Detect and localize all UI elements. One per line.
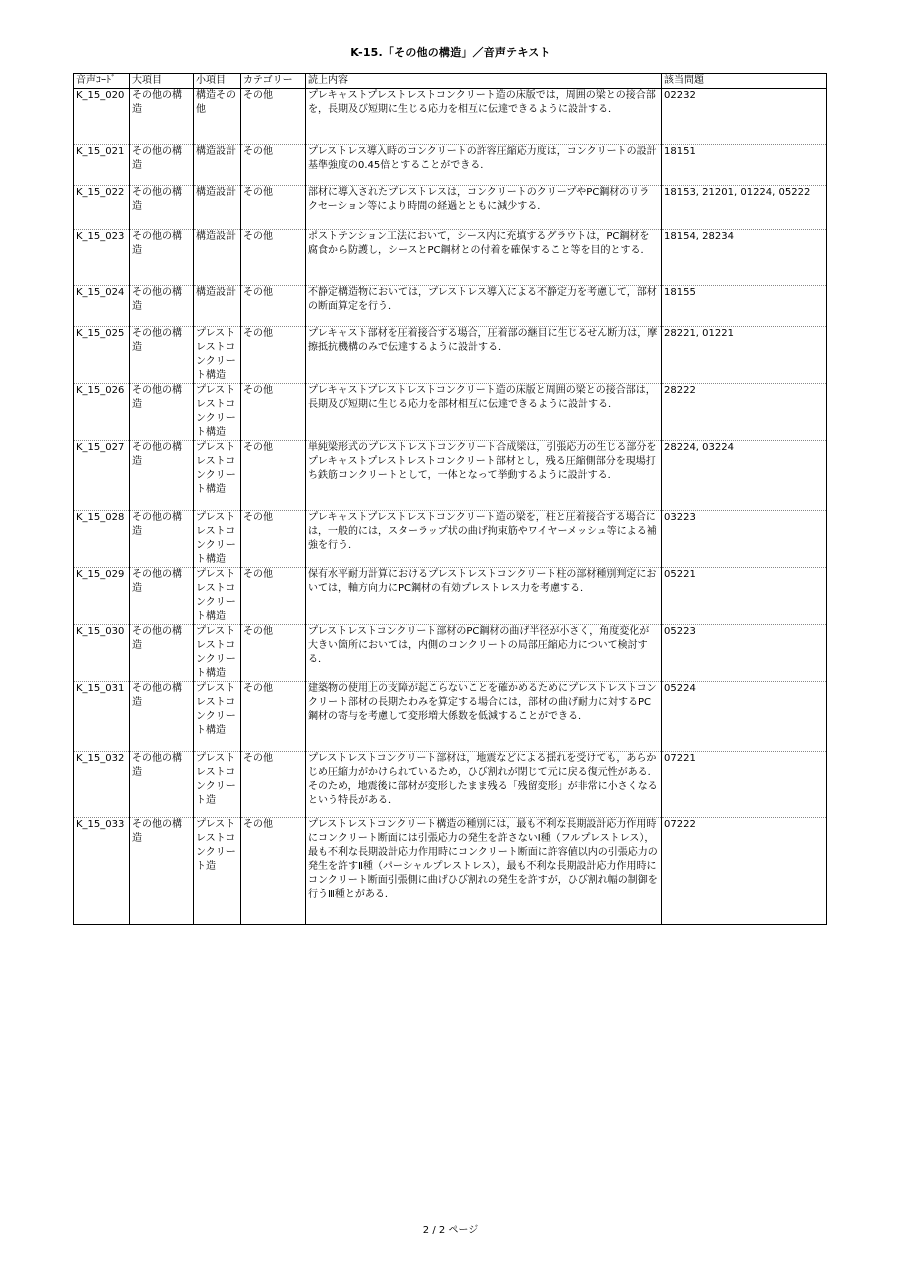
cell-category: その他 xyxy=(241,145,306,186)
page-title: K-15.「その他の構造」／音声テキスト xyxy=(350,46,551,59)
table-row xyxy=(74,752,827,818)
cell-problems: 05224 xyxy=(662,682,827,752)
header-row xyxy=(74,74,827,89)
table-row xyxy=(74,511,827,568)
cell-problems: 18154, 28234 xyxy=(662,230,827,286)
cell-minor: プレストレストコンクリート造 xyxy=(194,818,241,925)
cell-category: その他 xyxy=(241,89,306,145)
cell-major: その他の構造 xyxy=(130,568,194,625)
cell-category: その他 xyxy=(241,511,306,568)
cell-code: K_15_025 xyxy=(74,327,130,384)
cell-category: その他 xyxy=(241,384,306,441)
cell-reading: プレストレストコンクリート構造の種別には，最も不利な長期設計応力作用時にコンクリート断面には引張応力の発生を許さないⅠ種（フルプレストレス），最も不利な長期設計応力作用時にコンクリート断面に許容値以内の引張応力の発生を許すⅡ種（パーシャルプレストレス），最も不利な長期設計応力作用時にコンクリート断面引張側に曲げひび割れの発生を許すが，ひび割れ幅の制御を行うⅢ種とがある． xyxy=(306,818,662,925)
cell-reading: プレキャストプレストレストコンクリート造の床版では，周囲の梁との接合部を，長期及び短期に生じる応力を相互に伝達できるように設計する． xyxy=(306,89,662,145)
cell-code: K_15_021 xyxy=(74,145,130,186)
cell-category: その他 xyxy=(241,818,306,925)
cell-category: その他 xyxy=(241,230,306,286)
cell-problems: 28224, 03224 xyxy=(662,441,827,511)
table-row xyxy=(74,145,827,186)
header-category: カテゴリー xyxy=(241,74,306,89)
cell-minor: プレストレストコンクリート構造 xyxy=(194,327,241,384)
table-row xyxy=(74,682,827,752)
cell-major: その他の構造 xyxy=(130,230,194,286)
cell-minor: プレストレストコンクリート構造 xyxy=(194,568,241,625)
cell-major: その他の構造 xyxy=(130,145,194,186)
cell-code: K_15_027 xyxy=(74,441,130,511)
table-row xyxy=(74,230,827,286)
table-row xyxy=(74,384,827,441)
cell-problems: 18155 xyxy=(662,286,827,327)
header-minor: 小項目 xyxy=(194,74,241,89)
table-row xyxy=(74,568,827,625)
table-row xyxy=(74,625,827,682)
cell-category: その他 xyxy=(241,682,306,752)
cell-minor: 構造設計 xyxy=(194,286,241,327)
cell-major: その他の構造 xyxy=(130,818,194,925)
cell-minor: プレストレストコンクリート構造 xyxy=(194,682,241,752)
cell-category: その他 xyxy=(241,186,306,230)
table-row xyxy=(74,89,827,145)
cell-problems: 05221 xyxy=(662,568,827,625)
cell-code: K_15_026 xyxy=(74,384,130,441)
cell-category: その他 xyxy=(241,327,306,384)
cell-reading: プレキャスト部材を圧着接合する場合，圧着部の継目に生じるせん断力は，摩擦抵抗機構のみで伝達するように設計する． xyxy=(306,327,662,384)
cell-major: その他の構造 xyxy=(130,286,194,327)
cell-minor: プレストレストコンクリート構造 xyxy=(194,384,241,441)
cell-code: K_15_031 xyxy=(74,682,130,752)
cell-problems: 28222 xyxy=(662,384,827,441)
cell-reading: プレストレストコンクリート部材は，地震などによる揺れを受けても，あらかじめ圧縮力がかけられているため，ひび割れが閉じて元に戻る復元性がある．そのため，地震後に部材が変形したまま残る「残留変形」が非常に小さくなるという特長がある． xyxy=(306,752,662,818)
cell-major: その他の構造 xyxy=(130,625,194,682)
header-problems: 該当問題 xyxy=(662,74,827,89)
cell-code: K_15_030 xyxy=(74,625,130,682)
cell-category: その他 xyxy=(241,286,306,327)
cell-problems: 07221 xyxy=(662,752,827,818)
cell-problems: 05223 xyxy=(662,625,827,682)
cell-problems: 28221, 01221 xyxy=(662,327,827,384)
cell-major: その他の構造 xyxy=(130,752,194,818)
cell-major: その他の構造 xyxy=(130,682,194,752)
cell-reading: プレストレス導入時のコンクリートの許容圧縮応力度は，コンクリートの設計基準強度の0.45倍とすることができる． xyxy=(306,145,662,186)
table-row xyxy=(74,327,827,384)
cell-minor: 構造設計 xyxy=(194,230,241,286)
cell-category: その他 xyxy=(241,625,306,682)
cell-reading: プレキャストプレストレストコンクリート造の梁を，柱と圧着接合する場合には，一般的には，スターラップ状の曲げ拘束筋やワイヤーメッシュ等による補強を行う． xyxy=(306,511,662,568)
cell-reading: ポストテンション工法において，シース内に充填するグラウトは，PC鋼材を腐食から防護し，シースとPC鋼材との付着を確保すること等を目的とする． xyxy=(306,230,662,286)
cell-reading: 部材に導入されたプレストレスは，コンクリートのクリープやPC鋼材のリラクセーション等により時間の経過とともに減少する． xyxy=(306,186,662,230)
cell-category: その他 xyxy=(241,441,306,511)
cell-code: K_15_033 xyxy=(74,818,130,925)
cell-code: K_15_028 xyxy=(74,511,130,568)
cell-minor: プレストレストコンクリート構造 xyxy=(194,511,241,568)
audio-text-table xyxy=(73,73,827,925)
cell-problems: 18153, 21201, 01224, 05222 xyxy=(662,186,827,230)
cell-major: その他の構造 xyxy=(130,327,194,384)
cell-category: その他 xyxy=(241,752,306,818)
cell-code: K_15_020 xyxy=(74,89,130,145)
cell-major: その他の構造 xyxy=(130,511,194,568)
cell-minor: プレストレストコンクリート構造 xyxy=(194,441,241,511)
table-row xyxy=(74,818,827,925)
table-row xyxy=(74,286,827,327)
cell-minor: 構造その他 xyxy=(194,89,241,145)
cell-code: K_15_032 xyxy=(74,752,130,818)
header-reading: 読上内容 xyxy=(306,74,662,89)
cell-problems: 07222 xyxy=(662,818,827,925)
cell-code: K_15_022 xyxy=(74,186,130,230)
cell-code: K_15_029 xyxy=(74,568,130,625)
cell-reading: プレストレストコンクリート部材のPC鋼材の曲げ半径が小さく，角度変化が大きい箇所においては，内側のコンクリートの局部圧縮応力について検討する． xyxy=(306,625,662,682)
cell-code: K_15_023 xyxy=(74,230,130,286)
cell-minor: 構造設計 xyxy=(194,186,241,230)
cell-code: K_15_024 xyxy=(74,286,130,327)
cell-reading: 不静定構造物においては，プレストレス導入による不静定力を考慮して，部材の断面算定を行う． xyxy=(306,286,662,327)
table-row xyxy=(74,441,827,511)
cell-reading: 単純梁形式のプレストレストコンクリート合成梁は，引張応力の生じる部分をプレキャストプレストレストコンクリート部材とし，残る圧縮側部分を現場打ち鉄筋コンクリートとして，一体となって挙動するように設計する． xyxy=(306,441,662,511)
cell-problems: 03223 xyxy=(662,511,827,568)
cell-minor: プレストレストコンクリート造 xyxy=(194,752,241,818)
cell-minor: プレストレストコンクリート構造 xyxy=(194,625,241,682)
cell-reading: 建築物の使用上の支障が起こらないことを確かめるためにプレストレストコンクリート部材の長期たわみを算定する場合には，部材の曲げ耐力に対するPC鋼材の寄与を考慮して変形増大係数を低減することができる． xyxy=(306,682,662,752)
cell-problems: 02232 xyxy=(662,89,827,145)
cell-major: その他の構造 xyxy=(130,186,194,230)
cell-major: その他の構造 xyxy=(130,384,194,441)
header-code: 音声ｺｰﾄﾞ xyxy=(74,74,130,89)
cell-major: その他の構造 xyxy=(130,89,194,145)
header-major: 大項目 xyxy=(130,74,194,89)
cell-minor: 構造設計 xyxy=(194,145,241,186)
cell-reading: 保有水平耐力計算におけるプレストレストコンクリート柱の部材種別判定においては，軸方向力にPC鋼材の有効プレストレス力を考慮する． xyxy=(306,568,662,625)
cell-problems: 18151 xyxy=(662,145,827,186)
cell-reading: プレキャストプレストレストコンクリート造の床版と周囲の梁との接合部は，長期及び短期に生じる応力を部材相互に伝達できるように設計する． xyxy=(306,384,662,441)
table-row xyxy=(74,186,827,230)
cell-major: その他の構造 xyxy=(130,441,194,511)
page-number: 2 / 2 ページ xyxy=(422,1225,479,1236)
cell-category: その他 xyxy=(241,568,306,625)
